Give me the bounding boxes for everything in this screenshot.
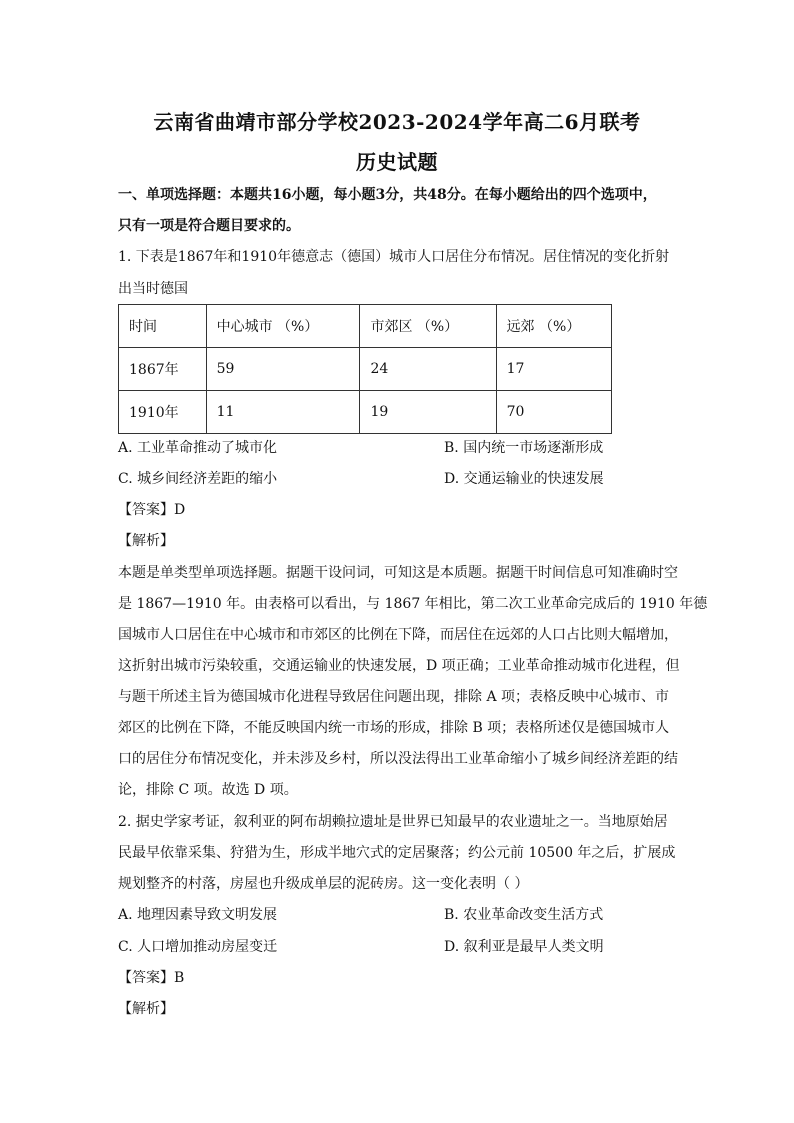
table-cell: 59 [206,348,360,391]
table-cell: 19 [360,391,496,434]
q1-analysis-line: 国城市人口居住在中心城市和市郊区的比例在下降，而居住在远郊的人口占比则大幅增加， [118,627,678,643]
table-header-cell: 远郊 （%） [496,305,611,348]
q2-answer: 【答案】B [118,970,185,986]
table-cell: 70 [496,391,611,434]
population-distribution-table [118,304,612,434]
q1-analysis-line: 论，排除 C 项。故选 D 项。 [118,782,298,798]
q2-stem-line: 规划整齐的村落，房屋也升级成单层的泥砖房。这一变化表明（ ） [118,876,529,892]
section-instruction-line-1: 一、单项选择题：本题共16小题，每小题3分，共48分。在每小题给出的四个选项中， [118,187,657,203]
section-instruction-line-2: 只有一项是符合题目要求的。 [118,218,300,234]
table-row [119,391,612,434]
document-subtitle: 历史试题 [356,150,438,174]
table-cell: 1867年 [119,348,207,391]
q2-stem-line: 2. 据史学家考证，叙利亚的阿布胡赖拉遗址是世界已知最早的农业遗址之一。当地原始居 [118,814,668,830]
q1-stem-line-2: 出当时德国 [118,281,188,297]
q1-option-b: B. 国内统一市场逐渐形成 [444,440,604,456]
q2-option-a: A. 地理因素导致文明发展 [118,907,278,923]
q1-analysis-line: 这折射出城市污染较重，交通运输业的快速发展，D 项正确；工业革命推动城市化进程，但 [118,658,680,674]
table-cell: 11 [206,391,360,434]
table-cell: 24 [360,348,496,391]
q2-option-d: D. 叙利亚是最早人类文明 [444,939,604,955]
q1-analysis-line: 是 1867—1910 年。由表格可以看出，与 1867 年相比，第二次工业革命完成后的 1910 年德 [118,596,708,612]
table-cell: 1910年 [119,391,207,434]
q2-option-b: B. 农业革命改变生活方式 [444,907,604,923]
q1-answer: 【答案】D [118,502,186,518]
q1-analysis-line: 本题是单类型单项选择题。据题干设问词，可知这是本质题。据题干时间信息可知准确时空 [118,565,678,581]
table-header-cell: 市郊区 （%） [360,305,496,348]
q1-stem-line-1: 1. 下表是1867年和1910年德意志（德国）城市人口居住分布情况。居住情况的变化折射 [118,249,670,265]
q2-stem-line: 民最早依靠采集、狩猎为生，形成半地穴式的定居聚落；约公元前 10500 年之后，扩展成 [118,845,676,861]
q1-option-d: D. 交通运输业的快速发展 [444,471,604,487]
table-header-cell: 时间 [119,305,207,348]
document-title: 云南省曲靖市部分学校2023-2024学年高二6月联考 [153,110,641,134]
q1-option-c: C. 城乡间经济差距的缩小 [118,471,278,487]
table-row [119,348,612,391]
q1-analysis-line: 郊区的比例在下降，不能反映国内统一市场的形成，排除 B 项；表格所述仅是德国城市人 [118,720,670,736]
table-cell: 17 [496,348,611,391]
q1-analysis-label: 【解析】 [118,533,174,549]
table-header-cell: 中心城市 （%） [206,305,360,348]
q2-option-c: C. 人口增加推动房屋变迁 [118,939,278,955]
table-header-row [119,305,612,348]
q1-analysis-line: 与题干所述主旨为德国城市化进程导致居住问题出现，排除 A 项；表格反映中心城市、市 [118,689,670,705]
q2-analysis-label: 【解析】 [118,1001,174,1017]
q1-option-a: A. 工业革命推动了城市化 [118,440,278,456]
q1-analysis-line: 口的居住分布情况变化，并未涉及乡村，所以没法得出工业革命缩小了城乡间经济差距的结 [118,751,678,767]
